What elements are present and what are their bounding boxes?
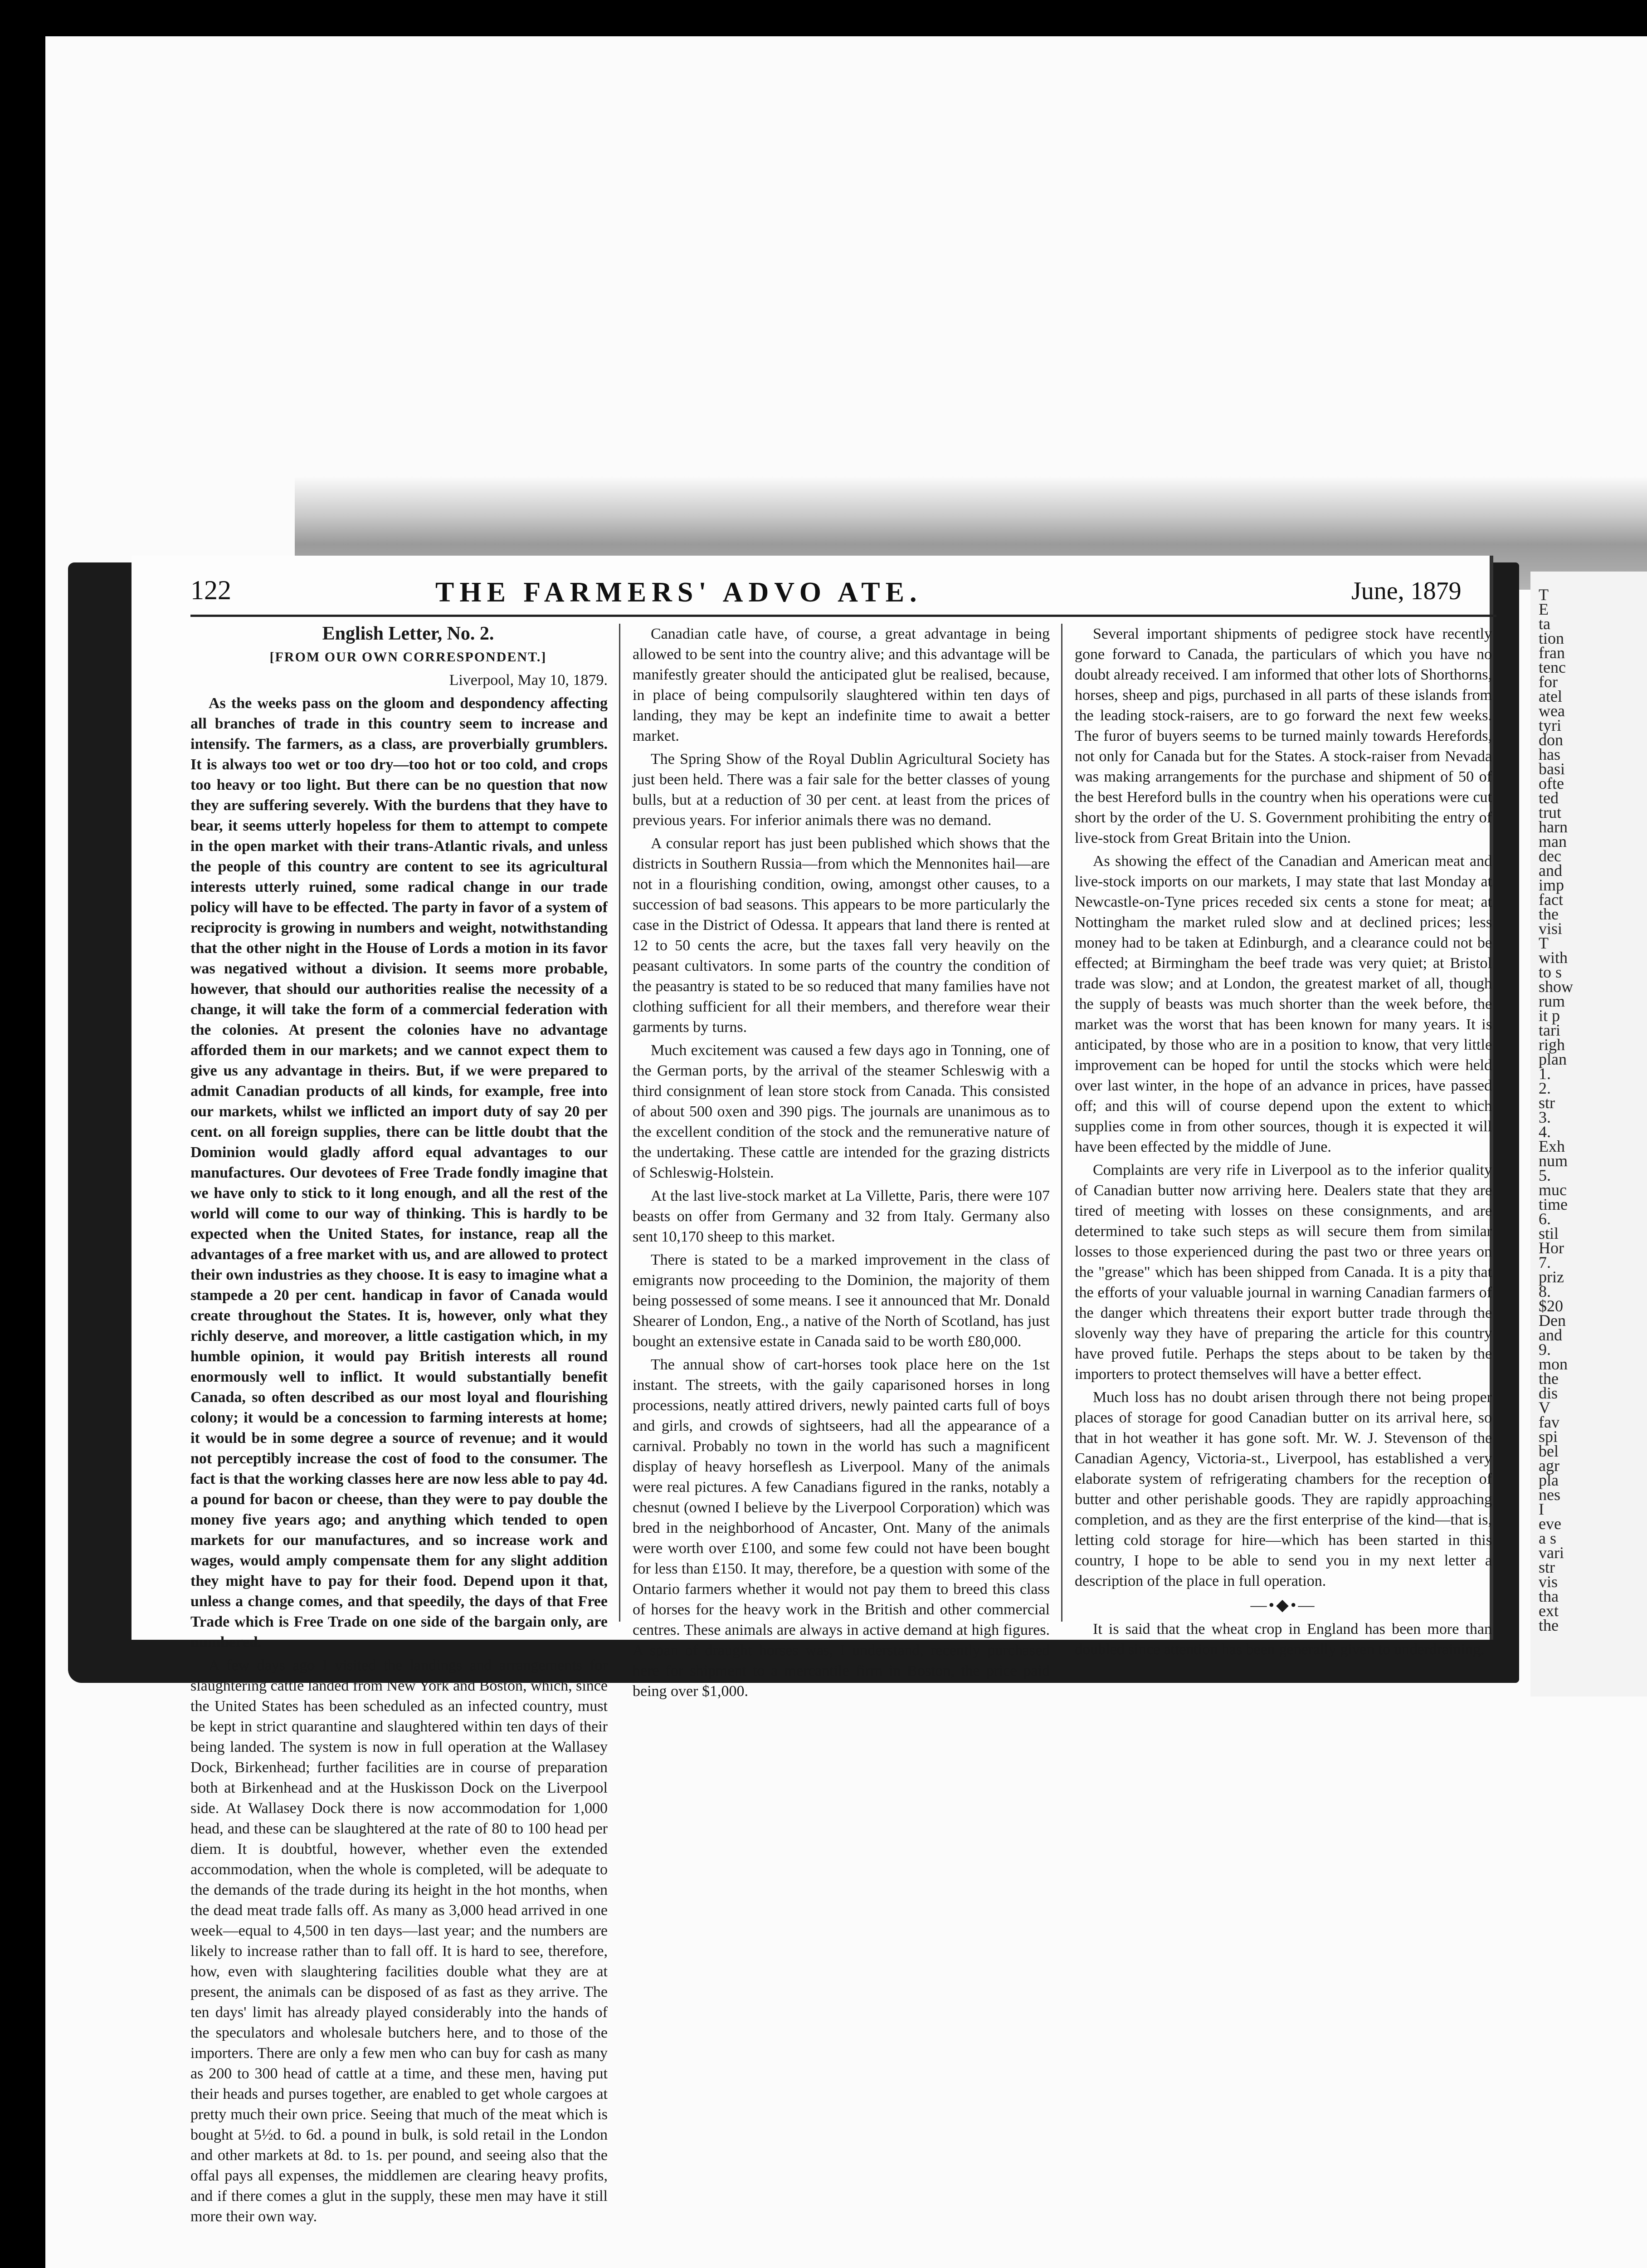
adjacent-page-fragment: righ [1539,1036,1565,1054]
adjacent-page-fragment: imp [1539,876,1564,894]
adjacent-page-fragment: fact [1539,890,1563,909]
adjacent-page-fragment: don [1539,731,1563,749]
adjacent-page-fragment: 3. [1539,1108,1551,1126]
adjacent-page-fragment: Den [1539,1311,1566,1330]
adjacent-page-fragment: the [1539,1369,1559,1388]
adjacent-page-fragment: ted [1539,789,1559,807]
column-rule [619,624,620,1622]
adjacent-page-fragment: plan [1539,1050,1567,1068]
paragraph: Much loss has no doubt arisen through there not being proper places of storage for good Canadian butter on its arrival here, so that in hot weather it has gone soft. Mr. W. J. Stevenson of the Canadian Agency, Victoria-st., Liverpool, has established a very elaborate system of refrigerating chambers for the reception of butter and other perishable goods. They are rapidly approaching completion, and as they are the first enterprise of the kind—that is, letting cold storage for hire—which has been started in this country, I hope to be able to send you in my next letter a description of the place in full operation. [1075,1389,1492,1589]
adjacent-page-fragment: basi [1539,760,1565,778]
adjacent-page-fragment: dec [1539,847,1561,865]
adjacent-page-fragment: has [1539,745,1560,763]
adjacent-page-fragment: man [1539,832,1567,850]
paragraph: Complaints are very rife in Liverpool as to the inferior quality of Canadian butter now arriving here. Dealers state that they are tired of meeting with losses on these consignments, and are determined to take such steps as will secure them from similar losses to those experienced during the past two or three years on the "grease" which has been shipped from Canada. It is a pity that the efforts of your valuable journal in warning Canadian farmers of the danger which threatens their export butter trade through the slovenly way they have of preparing the article for this country have proved futile. Perhaps the steps about to be taken by the importers to protect themselves will have a better effect. [1075,1162,1492,1383]
adjacent-page-fragment: 1. [1539,1065,1551,1083]
adjacent-page-fragment: pla [1539,1471,1559,1489]
adjacent-page-fragment: mon [1539,1355,1568,1373]
adjacent-page-fragment: with [1539,948,1568,967]
adjacent-page-fragment: 5. [1539,1166,1551,1184]
adjacent-page-fragment: the [1539,1616,1559,1634]
adjacent-page-fragment: T [1539,934,1549,952]
paragraph: A few days ago I visited the landings and arrangements for slaughtering cattle landed from New York and Boston, which, since the United States has been scheduled as an infected country, must be kept in strict quarantine and slaughtered within ten days of their being landed. The system is now in full operation at the Wallasey Dock, Birkenhead; further facilities are in course of preparation both at Birkenhead and at the Huskisson Dock on the Liverpool side. At Wallasey Dock there is now accommodation for 1,000 head, and these can be slaughtered at the rate of 80 to 100 head per diem. It is doubtful, however, whether even the extended accommodation, when the whole is completed, will be adequate to the demands of the trade during its height in the hot months, when the dead meat trade falls off. As many as 3,000 head arrived in one week—equal to 4,500 in ten days—last year; and the numbers are likely to increase rather than to fall off. It is hard to see, therefore, how, even with slaughtering facilities double what they are at present, the animals can be disposed of as fast as they arrive. The ten days' limit has already played considerably into the hands of the speculators and wholesale butchers here, and to those of the importers. There are only a few men who can buy for cash as many as 200 to 300 head of cattle at a time, and these men, having put their heads and purses together, are enabled to get whole cargoes at pretty much their own price. Seeing that much of the meat which is bought at 5½d. to 6d. a pound in bulk, is sold retail in the London and other markets at 8d. to 1s. per pound, and seeing also that the offal pays all expenses, the middlemen are clearing heavy profits, and if there comes a glut in the supply, these men may have it still more their own way. [190,1657,608,2225]
adjacent-page-fragment: to s [1539,963,1562,981]
adjacent-page-fragment: tenc [1539,658,1566,676]
article-dateline: Liverpool, May 10, 1879. [449,672,608,689]
paragraph: There is stated to be a marked improvement in the class of emigrants now proceeding to the Dominion, the majority of them being possessed of some means. I see it announced that Mr. Donald Shearer of London, Eng., a native of the North of Scotland, has just bought an extensive estate in Canada said to be worth £80,000. [633,1251,1050,1350]
adjacent-page-fragment: num [1539,1152,1568,1170]
paragraph: The annual show of cart-horses took place here on the 1st instant. The streets, with the gaily caparisoned horses in long processions, neatly attired drivers, newly painted carts full of boys and girls, and crowds of sightseers, had all the appearance of a carnival. Probably no town in the world has such a magnificent display of heavy horseflesh as Liverpool. Many of the animals were real pictures. A few Canadians figured in the ranks, notably a chesnut (owned I believe by the Liverpool Corporation) which was bred in the neighborhood of Ancaster, Ont. Many of the animals were worth over £100, and some few could not have been bought for less than £150. It may, therefore, be a question with some of the Ontario farmers whether it would not pay them to breed this class of horses for the heavy work in the British and other commercial centres. These animals are always in active demand at high figures. A span of draught horses was, I understand, recently purchased here for shipment to a mercantile firm in Boston, the price paid being over $1,000. [633,1356,1050,1700]
adjacent-page-fragment: ta [1539,615,1550,633]
adjacent-page-fragment: show [1539,978,1574,996]
paragraph: Much excitement was caused a few days ago in Tonning, one of the German ports, by the arrival of the steamer Schleswig with a third consignment of lean store stock from Canada. This consisted of about 500 oxen and 390 pigs. The journals are unanimous as to the excellent condition of the stock and the remunerative nature of the undertaking. These cattle are intended for the grazing districts of Schleswig-Holstein. [633,1042,1050,1181]
adjacent-page-fragment: tyri [1539,716,1561,734]
adjacent-page-fragment: 4. [1539,1123,1551,1141]
adjacent-page-fragment: agr [1539,1457,1559,1475]
lead-paragraph: As the weeks pass on the gloom and despondency affecting all branches of trade in this country seem to increase and intensify. The farmers, as a class, are proverbially grumblers. It is always too wet or too dry—too hot or too cold, and crops too heavy or too light. But there can be no question that now they are suffering severely. With the burdens that they have to bear, it seems utterly hopeless for them to attempt to compete in the open market with their trans-Atlantic rivals, and unless the people of this country are content to see its agricultural interests utterly ruined, some radical change in our trade policy will have to be effected. The party in favor of a system of reciprocity is growing in numbers and weight, notwithstanding that the other night in the House of Lords a motion in its favor was negatived without a division. It seems more probable, however, that should our authorities realise the necessity of a change, it will take the form of a commercial federation with the colonies. At present the colonies have no advantage afforded them in our markets; and we cannot expect them to give us any advantage in theirs. But, if we were prepared to admit Canadian products of all kinds, for example, free into our markets, whilst we inflicted an import duty of say 20 per cent. on all foreign supplies, there can be little doubt that the Dominion would gladly afford equal advantages to our manufactures. Our devotees of Free Trade fondly imagine that we have only to stick to it long enough, and all the rest of the world will come to our way of thinking. This is hardly to be expected when the United States, for instance, reap all the advantages of a free market with us, and are allowed to protect their own industries as they choose. It is easy to imagine what a stampede a 20 per cent. handicap in favor of Canada would create throughout the States. It is, however, only what they richly deserve, and moreover, a little castigation which, in my humble opinion, it would pay British interests all round enormously well to inflict. It would substantially benefit Canada, so often described as our most loyal and flourishing colony; it would be a concession to farming interests at home; it would be in some degree a source of revenue; and it would not perceptibly increase the cost of food to the consumer. The fact is that the working classes here are now less able to pay 4d. a pound for bacon or cheese, than they were to pay double the money five years ago; and anything which tended to open markets for our manufactures, and so increase work and wages, would amply compensate them for any slight addition they might have to pay for their food. Depend upon it that, unless a change comes, and that speedily, the days of that Free Trade which is Free Trade on one side of the bargain only, are numbered. [190,695,608,1651]
adjacent-page-fragment: atel [1539,687,1562,705]
adjacent-page-fragment: and [1539,861,1562,880]
adjacent-page-fragment: tion [1539,629,1564,647]
adjacent-page-fragment: fran [1539,644,1565,662]
adjacent-page-fragment: tari [1539,1021,1560,1039]
adjacent-page-fragment: V [1539,1398,1550,1417]
adjacent-page-fragment: the [1539,905,1559,923]
page-number: 122 [190,575,231,605]
article-title: English Letter, No. 2. [322,623,494,644]
adjacent-page-fragment: it p [1539,1007,1560,1025]
paragraph: Several important shipments of pedigree stock have recently gone forward to Canada, the particulars of which you have no doubt already received. I am informed that other lots of Shorthorns, horses, sheep and pigs, purchased in all parts of these islands from the leading stock-raisers, are to go forward the next few weeks. The furor of buyers seems to be turned mainly towards Herefords, not only for Canada but for the States. A stock-raiser from Nevada was making arrangements for the purchase and shipment of 50 of the best Hereford bulls in the country when his operations were cut short by the order of the U. S. Government prohibiting the entry of live-stock from Great Britain into the Union. [1075,626,1492,846]
newspaper-page [132,556,1493,2225]
adjacent-page-fragment: str [1539,1094,1555,1112]
adjacent-page-fragment: $20 [1539,1297,1563,1315]
column-3 [1075,624,1492,1658]
header-rule [190,615,1496,617]
adjacent-page-fragment: tha [1539,1587,1559,1605]
article-subtitle: [FROM OUR OWN CORRESPONDENT.] [269,650,547,665]
adjacent-page-fragment: vis [1539,1573,1558,1591]
adjacent-page-fragment: a s [1539,1529,1556,1547]
adjacent-page-fragment: visi [1539,919,1563,938]
paragraph: As showing the effect of the Canadian and American meat and live-stock imports on our markets, I may state that last Monday at Newcastle-on-Tyne prices receded six cents a stone for meat; at Nottingham the market ruled slow and at declined prices; less money had to be taken at Edinburgh, and a clearance could not be effected; at Birmingham the beef trade was very quiet; at Bristol trade was slow; and at London, the greatest market of all, though the supply of beasts was much shorter than the week before, the market was the worst that has been known for many years. It is anticipated, by those who are in a position to know, that very little improvement can be hoped for until the stocks which were held over last winter, in the hope of an advance in prices, have passed off; and this will of course depend upon the extent to which supplies come in from other sources, though it is expected it will have been effected by the middle of June. [1075,853,1492,1155]
adjacent-page-fragment: priz [1539,1268,1564,1286]
adjacent-page-fragment: I [1539,1500,1544,1518]
adjacent-page-edge [1530,572,1647,1696]
masthead: THE FARMERS' ADVO ATE. [435,577,922,608]
adjacent-page-fragment: for [1539,673,1558,691]
paragraph: Canadian catle have, of course, a great advantage in being allowed to be sent into the country alive; and this advantage will be manifestly greater should the anticipated glut be realised, because, in place of being compulsorily slaughtered within ten days of landing, they may be kept an indefinite time to await a better market. [633,626,1050,744]
adjacent-page-fragment: and [1539,1326,1562,1344]
column-rule [1061,624,1062,1622]
paragraph: A consular report has just been published which shows that the districts in Southern Russia—from which the Mennonites hail—are not in a flourishing condition, owing, amongst other causes, to a succession of bad seasons. This appears to be more particularly the case in the District of Odessa. It appears that land there is rented at 12 to 50 cents the acre, but the taxes fall very heavily on the peasant cultivators. In some parts of the country the condition of the peasantry is stated to be so reduced that many families have not clothing sufficient for all their members, and therefore wear their garments by turns. [633,835,1050,1036]
adjacent-page-fragment: time [1539,1195,1568,1213]
section-ornament: —•◆•— [1250,1596,1316,1614]
adjacent-page-fragment: rum [1539,992,1565,1010]
adjacent-page-fragment: wea [1539,702,1565,720]
adjacent-page-fragment: T [1539,586,1549,604]
adjacent-page-fragment: trut [1539,803,1561,821]
page-header [190,575,1496,611]
column-2 [633,624,1050,1700]
adjacent-page-fragment: E [1539,600,1549,618]
adjacent-page-fragment: Exh [1539,1137,1565,1155]
adjacent-page-fragment: fav [1539,1413,1559,1431]
issue-date: June, 1879 [1351,577,1462,605]
adjacent-page-fragment: bel [1539,1442,1559,1460]
adjacent-page-fragment: 7. [1539,1253,1551,1271]
adjacent-page-fragment: 8. [1539,1282,1551,1300]
adjacent-page-fragment: harn [1539,818,1568,836]
closing-paragraph: It is said that the wheat crop in England has been more than doubled since attention has been generally given to underdraining. [1075,1621,1492,1658]
adjacent-page-fragment: eve [1539,1515,1561,1533]
adjacent-page-fragment: spi [1539,1427,1558,1446]
paragraph: At the last live-stock market at La Villette, Paris, there were 107 beasts on offer from Germany and 32 from Italy. Germany also sent 10,170 sheep to this market. [633,1188,1050,1245]
adjacent-page-fragment: Hor [1539,1239,1564,1257]
adjacent-page-fragment: 2. [1539,1079,1551,1097]
adjacent-page-fragment: muc [1539,1181,1567,1199]
adjacent-page-fragment: str [1539,1558,1555,1576]
paragraph: The Spring Show of the Royal Dublin Agricultural Society has just been held. There was a fair sale for the better classes of young bulls, but at a reduction of 30 per cent. at least from the prices of previous years. For inferior animals there was no demand. [633,751,1050,829]
adjacent-page-fragment: nes [1539,1486,1560,1504]
adjacent-page-fragment: dis [1539,1384,1558,1402]
adjacent-page-fragment: 9. [1539,1340,1551,1359]
column-1 [190,623,608,2225]
adjacent-page-fragment: 6. [1539,1210,1551,1228]
adjacent-page-fragment: vari [1539,1544,1564,1562]
adjacent-page-fragment: stil [1539,1224,1559,1242]
adjacent-page-fragment: ofte [1539,774,1564,792]
adjacent-page-fragment: ext [1539,1602,1559,1620]
